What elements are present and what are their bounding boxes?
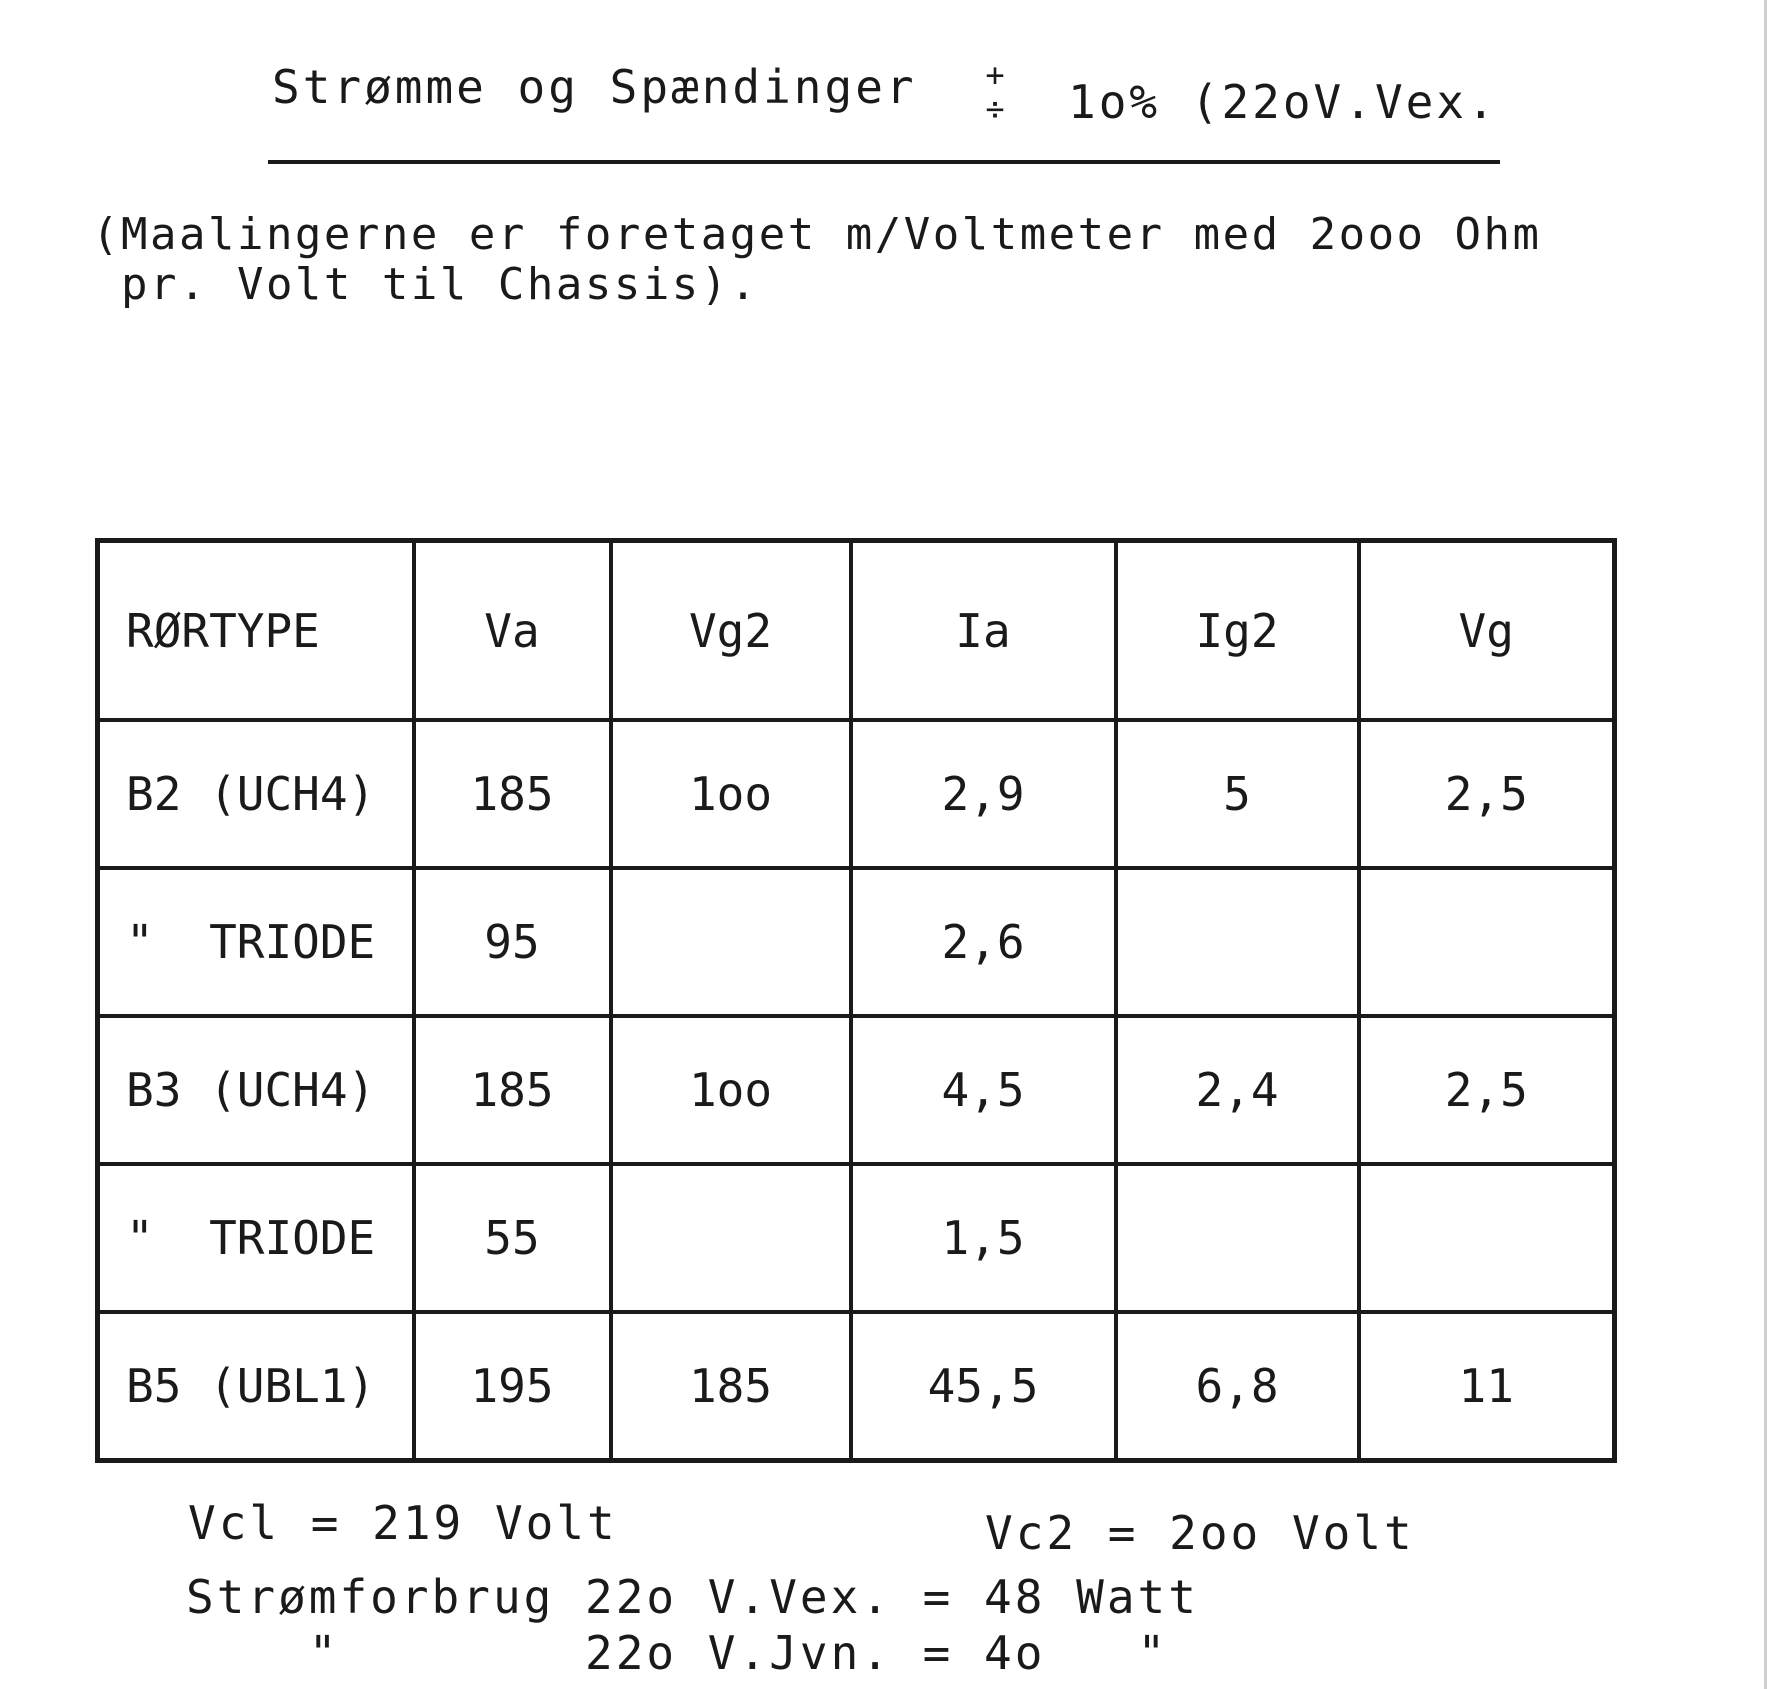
measurement-note xyxy=(92,210,1542,310)
power-consumption-ac: Strømforbrug 22o V.Vex. = 48 Watt xyxy=(186,1570,1199,1624)
cell-ia: 2,6 xyxy=(851,868,1116,1016)
cell-ig2: 2,4 xyxy=(1116,1016,1359,1164)
cell-vg xyxy=(1359,1164,1615,1312)
vc1-reading: Vcl = 219 Volt xyxy=(188,1496,618,1550)
division-sign: ÷ xyxy=(985,90,1005,128)
table-row xyxy=(98,868,1615,1016)
header-ig2: Ig2 xyxy=(1116,541,1359,721)
cell-vg: 11 xyxy=(1359,1312,1615,1461)
header-va: Va xyxy=(414,541,611,721)
header-vg2: Vg2 xyxy=(611,541,851,721)
power-consumption-dc: " 22o V.Jvn. = 4o " xyxy=(186,1626,1169,1680)
table-row xyxy=(98,1312,1615,1461)
header-tube-type: RØRTYPE xyxy=(98,541,414,721)
cell-va: 195 xyxy=(414,1312,611,1461)
cell-va: 185 xyxy=(414,1016,611,1164)
measurement-table xyxy=(95,538,1617,1463)
cell-va: 55 xyxy=(414,1164,611,1312)
cell-tube-type: B5 (UBL1) xyxy=(98,1312,414,1461)
title-tolerance: 1o% (22oV.Vex. xyxy=(1068,75,1498,129)
cell-vg xyxy=(1359,868,1615,1016)
cell-vg2: 185 xyxy=(611,1312,851,1461)
cell-va: 95 xyxy=(414,868,611,1016)
page-title: Strømme og Spændinger xyxy=(272,60,917,114)
cell-ia: 4,5 xyxy=(851,1016,1116,1164)
table-row xyxy=(98,1164,1615,1312)
table-header-row xyxy=(98,541,1615,721)
cell-tube-type: B3 (UCH4) xyxy=(98,1016,414,1164)
vc2-reading: Vc2 = 2oo Volt xyxy=(985,1506,1415,1560)
scan-edge xyxy=(1764,0,1767,1689)
cell-ig2: 6,8 xyxy=(1116,1312,1359,1461)
title-underline xyxy=(268,160,1500,164)
cell-vg2 xyxy=(611,1164,851,1312)
cell-tube-type: " TRIODE xyxy=(98,868,414,1016)
cell-vg2: 1oo xyxy=(611,1016,851,1164)
cell-va: 185 xyxy=(414,720,611,868)
plus-minus-sign xyxy=(975,58,1015,126)
table-row xyxy=(98,1016,1615,1164)
cell-tube-type: " TRIODE xyxy=(98,1164,414,1312)
cell-ig2 xyxy=(1116,1164,1359,1312)
plus-sign: + xyxy=(985,56,1005,94)
cell-ig2: 5 xyxy=(1116,720,1359,868)
header-vg: Vg xyxy=(1359,541,1615,721)
cell-vg: 2,5 xyxy=(1359,1016,1615,1164)
cell-tube-type: B2 (UCH4) xyxy=(98,720,414,868)
cell-vg: 2,5 xyxy=(1359,720,1615,868)
cell-ig2 xyxy=(1116,868,1359,1016)
cell-ia: 2,9 xyxy=(851,720,1116,868)
note-line-2: pr. Volt til Chassis). xyxy=(92,259,759,310)
header-ia: Ia xyxy=(851,541,1116,721)
cell-vg2: 1oo xyxy=(611,720,851,868)
cell-ia: 1,5 xyxy=(851,1164,1116,1312)
note-line-1: (Maalingerne er foretaget m/Voltmeter med 2ooo Ohm xyxy=(92,209,1542,260)
cell-vg2 xyxy=(611,868,851,1016)
table-row xyxy=(98,720,1615,868)
cell-ia: 45,5 xyxy=(851,1312,1116,1461)
